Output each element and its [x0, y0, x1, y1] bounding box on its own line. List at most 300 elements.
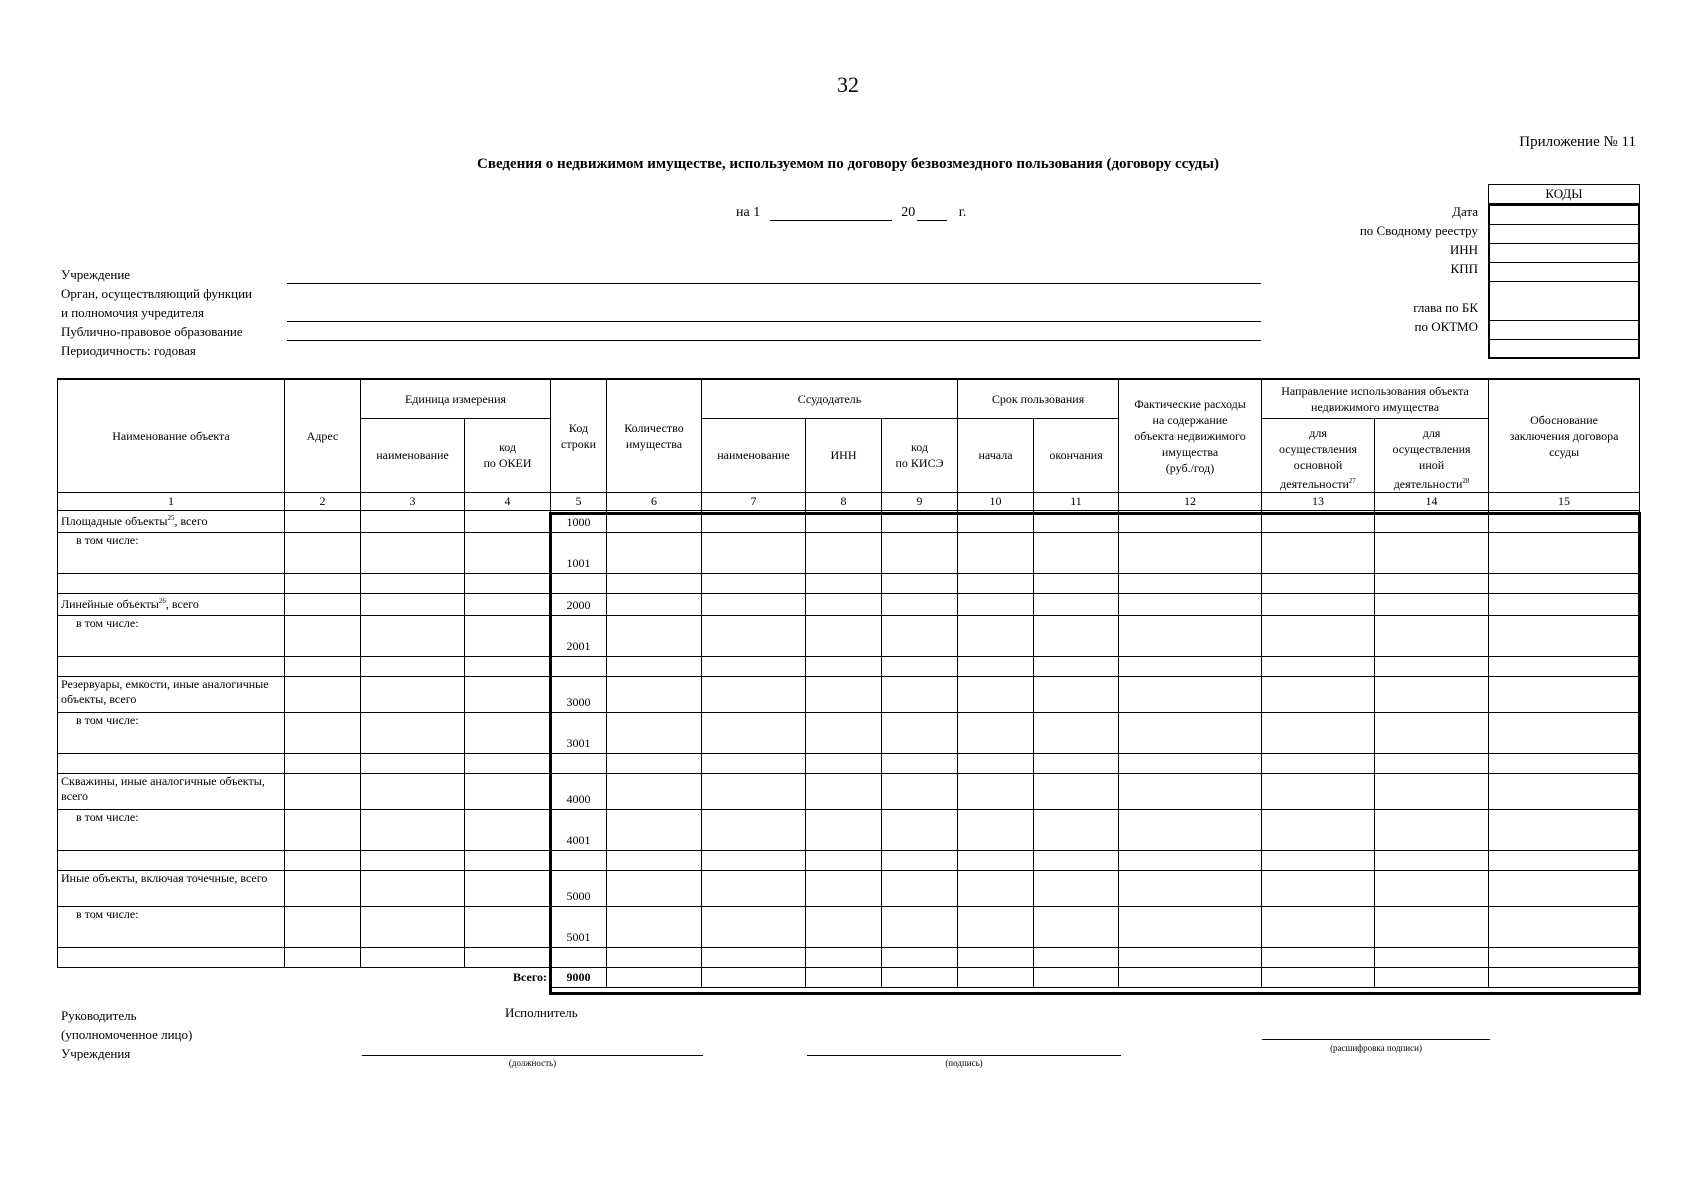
data-cell[interactable]: [958, 532, 1034, 573]
founder-field[interactable]: [287, 321, 1261, 322]
data-cell[interactable]: [1119, 753, 1262, 773]
row-label: [58, 593, 285, 615]
data-cell[interactable]: [882, 850, 958, 870]
data-cell[interactable]: [551, 753, 607, 773]
th-unit-code: код по ОКЕИ: [465, 418, 551, 492]
data-cell[interactable]: [702, 712, 806, 753]
data-cell[interactable]: [607, 753, 702, 773]
decoding-line[interactable]: [1262, 1039, 1490, 1040]
data-cell[interactable]: [465, 573, 551, 593]
data-cell[interactable]: [1262, 967, 1375, 987]
data-cell[interactable]: [958, 850, 1034, 870]
data-cell[interactable]: [806, 712, 882, 753]
data-cell[interactable]: [702, 753, 806, 773]
data-cell[interactable]: [702, 870, 806, 906]
data-cell[interactable]: [285, 593, 361, 615]
table-row: [58, 753, 1640, 773]
column-numbers-row: [58, 492, 1640, 510]
data-cell[interactable]: [285, 947, 361, 967]
position-line[interactable]: [362, 1055, 703, 1056]
data-cell[interactable]: [1262, 615, 1375, 656]
data-cell[interactable]: [465, 906, 551, 947]
table-row: [58, 510, 1640, 532]
data-cell[interactable]: [1375, 615, 1489, 656]
label-founder-2: и полномочия учредителя: [61, 305, 204, 320]
data-cell[interactable]: [1489, 712, 1640, 753]
data-cell[interactable]: [607, 593, 702, 615]
label-institution: Учреждение: [61, 267, 131, 282]
data-cell[interactable]: [806, 593, 882, 615]
data-cell[interactable]: [285, 753, 361, 773]
data-cell[interactable]: [285, 615, 361, 656]
code-label-bk: глава по БК: [1413, 300, 1478, 315]
data-cell[interactable]: [1262, 753, 1375, 773]
data-cell[interactable]: [1375, 573, 1489, 593]
data-cell[interactable]: [285, 676, 361, 712]
data-cell[interactable]: [465, 712, 551, 753]
data-cell[interactable]: [285, 712, 361, 753]
data-cell[interactable]: [958, 510, 1034, 532]
data-cell[interactable]: [58, 753, 285, 773]
data-cell[interactable]: [1262, 809, 1375, 850]
data-cell[interactable]: [1375, 593, 1489, 615]
col-num: 11: [1034, 492, 1119, 510]
col-num: 4: [465, 492, 551, 510]
data-cell[interactable]: [1262, 676, 1375, 712]
institution-field[interactable]: [287, 283, 1261, 284]
data-cell[interactable]: [1119, 906, 1262, 947]
data-cell[interactable]: [806, 809, 882, 850]
data-cell[interactable]: [1375, 656, 1489, 676]
date-suffix: г.: [958, 205, 967, 220]
table-row: [58, 573, 1640, 593]
data-cell[interactable]: [607, 656, 702, 676]
row-label-suffix: , всего: [165, 596, 199, 611]
data-cell[interactable]: [465, 753, 551, 773]
th-dir-other: [1375, 418, 1489, 492]
data-cell[interactable]: [882, 510, 958, 532]
data-cell[interactable]: [806, 947, 882, 967]
data-cell[interactable]: [1034, 809, 1119, 850]
data-cell[interactable]: [1489, 593, 1640, 615]
data-cell[interactable]: [607, 532, 702, 573]
th-row-code: Код строки: [551, 379, 607, 492]
data-cell[interactable]: [1034, 593, 1119, 615]
data-cell[interactable]: [1119, 712, 1262, 753]
data-cell[interactable]: [1119, 870, 1262, 906]
row-code-cell: 4001: [551, 809, 607, 850]
date-year-field[interactable]: [917, 206, 947, 221]
data-cell[interactable]: [465, 615, 551, 656]
data-cell[interactable]: [1375, 712, 1489, 753]
data-cell[interactable]: [465, 947, 551, 967]
property-table: [57, 378, 1640, 988]
data-cell[interactable]: [607, 947, 702, 967]
data-cell[interactable]: [1034, 906, 1119, 947]
data-cell[interactable]: [958, 773, 1034, 809]
data-cell[interactable]: [958, 967, 1034, 987]
data-cell[interactable]: [285, 906, 361, 947]
data-cell[interactable]: [1034, 676, 1119, 712]
data-cell[interactable]: [1489, 573, 1640, 593]
data-cell[interactable]: [958, 906, 1034, 947]
row-code-cell: 1000: [551, 510, 607, 532]
data-cell[interactable]: [1375, 773, 1489, 809]
data-cell[interactable]: [1375, 753, 1489, 773]
data-cell[interactable]: [1375, 947, 1489, 967]
row-code-cell: 4000: [551, 773, 607, 809]
col-num: 15: [1489, 492, 1640, 510]
th-quantity: Количество имущества: [607, 379, 702, 492]
th-lender-group: Ссудодатель: [702, 379, 958, 418]
data-cell[interactable]: [1262, 850, 1375, 870]
data-cell[interactable]: [1119, 967, 1262, 987]
data-cell[interactable]: [607, 967, 702, 987]
data-cell[interactable]: [607, 676, 702, 712]
data-cell[interactable]: [882, 773, 958, 809]
data-cell[interactable]: [958, 712, 1034, 753]
data-cell[interactable]: [806, 676, 882, 712]
data-cell[interactable]: [285, 870, 361, 906]
row-sub-label: в том числе:: [58, 615, 285, 656]
data-cell[interactable]: [882, 906, 958, 947]
public-entity-field[interactable]: [287, 340, 1261, 341]
data-cell[interactable]: [1375, 532, 1489, 573]
data-cell[interactable]: [882, 676, 958, 712]
data-cell[interactable]: [1119, 676, 1262, 712]
data-cell[interactable]: [702, 593, 806, 615]
data-cell[interactable]: [702, 850, 806, 870]
codes-block: [1488, 184, 1640, 359]
data-cell[interactable]: [806, 753, 882, 773]
data-cell[interactable]: [1262, 573, 1375, 593]
data-cell[interactable]: [285, 573, 361, 593]
row-sub-label: в том числе:: [58, 532, 285, 573]
code-label-inn: ИНН: [1449, 242, 1478, 257]
data-cell[interactable]: [1375, 850, 1489, 870]
col-num: 8: [806, 492, 882, 510]
th-address: Адрес: [285, 379, 361, 492]
data-cell[interactable]: [958, 676, 1034, 712]
date-day-month-field[interactable]: [770, 206, 892, 221]
data-cell[interactable]: [361, 656, 465, 676]
data-cell[interactable]: [465, 510, 551, 532]
data-cell[interactable]: [958, 809, 1034, 850]
data-cell[interactable]: [702, 615, 806, 656]
data-cell[interactable]: [607, 809, 702, 850]
th-direction-group: Направление использования объекта недвижимого имущества: [1262, 379, 1489, 418]
data-cell[interactable]: [958, 947, 1034, 967]
data-cell[interactable]: [1375, 870, 1489, 906]
data-cell[interactable]: [551, 573, 607, 593]
data-cell[interactable]: [465, 809, 551, 850]
th-unit-name: наименование: [361, 418, 465, 492]
data-cell[interactable]: [361, 676, 465, 712]
data-cell[interactable]: [1489, 656, 1640, 676]
data-cell[interactable]: [1034, 753, 1119, 773]
table-row: [58, 676, 1640, 712]
data-cell[interactable]: [361, 712, 465, 753]
data-cell[interactable]: [882, 532, 958, 573]
signature-line[interactable]: [807, 1055, 1121, 1056]
code-label-registry: по Сводному реестру: [1359, 223, 1478, 238]
data-cell[interactable]: [1375, 809, 1489, 850]
data-cell[interactable]: [702, 510, 806, 532]
data-cell[interactable]: [58, 573, 285, 593]
data-cell[interactable]: [361, 573, 465, 593]
data-cell[interactable]: [1489, 773, 1640, 809]
data-cell[interactable]: [361, 906, 465, 947]
data-cell[interactable]: [1375, 510, 1489, 532]
data-cell[interactable]: [806, 967, 882, 987]
row-label-text: Скважины, иные аналогичные объекты, всего: [61, 773, 265, 803]
col-num: 2: [285, 492, 361, 510]
col-num: 14: [1375, 492, 1489, 510]
data-cell[interactable]: [1262, 510, 1375, 532]
col-num: 13: [1262, 492, 1375, 510]
data-cell[interactable]: [1262, 656, 1375, 676]
data-cell[interactable]: [1262, 593, 1375, 615]
th-term-end: окончания: [1034, 418, 1119, 492]
data-cell[interactable]: [361, 850, 465, 870]
data-cell[interactable]: [361, 593, 465, 615]
data-cell[interactable]: [1489, 532, 1640, 573]
data-cell[interactable]: [607, 906, 702, 947]
data-cell[interactable]: [958, 656, 1034, 676]
data-cell[interactable]: [882, 593, 958, 615]
data-cell[interactable]: [1034, 510, 1119, 532]
table-row: [58, 593, 1640, 615]
data-cell[interactable]: [58, 656, 285, 676]
th-basis: Обоснование заключения договора ссуды: [1489, 379, 1640, 492]
data-cell[interactable]: [958, 573, 1034, 593]
col-num: 6: [607, 492, 702, 510]
data-cell[interactable]: [882, 809, 958, 850]
data-cell[interactable]: [1262, 712, 1375, 753]
data-cell[interactable]: [958, 870, 1034, 906]
data-cell[interactable]: [806, 850, 882, 870]
data-cell[interactable]: [806, 656, 882, 676]
data-cell[interactable]: [882, 947, 958, 967]
data-cell[interactable]: [285, 510, 361, 532]
data-cell[interactable]: [1375, 906, 1489, 947]
col-num: 12: [1119, 492, 1262, 510]
code-kpp-cell[interactable]: [1490, 263, 1638, 282]
data-cell[interactable]: [882, 712, 958, 753]
data-cell[interactable]: [58, 947, 285, 967]
label-founder-1: Орган, осуществляющий функции: [61, 286, 252, 301]
data-cell[interactable]: [1375, 676, 1489, 712]
data-cell[interactable]: [1489, 967, 1640, 987]
data-cell[interactable]: [1119, 773, 1262, 809]
data-cell[interactable]: [1034, 656, 1119, 676]
data-cell[interactable]: [1489, 870, 1640, 906]
row-sub-label: в том числе:: [58, 712, 285, 753]
data-cell[interactable]: [1034, 870, 1119, 906]
data-cell[interactable]: [1375, 967, 1489, 987]
data-cell[interactable]: [1119, 593, 1262, 615]
row-label-suffix: , всего: [174, 513, 208, 528]
row-label-text: Иные объекты, включая точечные, всего: [61, 870, 268, 885]
data-cell[interactable]: [361, 947, 465, 967]
data-cell[interactable]: [1034, 532, 1119, 573]
code-inn-cell[interactable]: [1490, 244, 1638, 263]
label-periodicity: Периодичность: годовая: [61, 343, 196, 358]
data-cell[interactable]: [882, 656, 958, 676]
total-row: [58, 967, 1640, 987]
data-cell[interactable]: [607, 870, 702, 906]
row-code-cell: 3001: [551, 712, 607, 753]
data-cell[interactable]: [607, 850, 702, 870]
data-cell[interactable]: [958, 753, 1034, 773]
data-cell[interactable]: [1262, 532, 1375, 573]
data-cell[interactable]: [1034, 615, 1119, 656]
data-cell[interactable]: [465, 870, 551, 906]
row-label-note: 25: [167, 513, 175, 522]
data-cell[interactable]: [1489, 906, 1640, 947]
data-cell[interactable]: [1489, 676, 1640, 712]
data-cell[interactable]: [607, 712, 702, 753]
th-dir-main: [1262, 418, 1375, 492]
data-cell[interactable]: [607, 573, 702, 593]
table-row: [58, 947, 1640, 967]
data-cell[interactable]: [1034, 573, 1119, 593]
row-sub-label: в том числе:: [58, 809, 285, 850]
code-bk-cell[interactable]: [1490, 282, 1638, 321]
code-label-date: Дата: [1452, 204, 1478, 219]
data-cell[interactable]: [551, 850, 607, 870]
data-cell[interactable]: [1262, 773, 1375, 809]
data-cell[interactable]: [285, 532, 361, 573]
data-cell[interactable]: [1034, 773, 1119, 809]
data-cell[interactable]: [361, 773, 465, 809]
data-cell[interactable]: [1119, 809, 1262, 850]
data-cell[interactable]: [702, 906, 806, 947]
data-cell[interactable]: [806, 532, 882, 573]
data-cell[interactable]: [1119, 947, 1262, 967]
data-cell[interactable]: [465, 773, 551, 809]
appendix-label: Приложение № 11: [1519, 134, 1636, 150]
table-row: [58, 850, 1640, 870]
data-cell[interactable]: [607, 510, 702, 532]
data-cell[interactable]: [1489, 753, 1640, 773]
table-row: [58, 615, 1640, 656]
data-cell[interactable]: [465, 532, 551, 573]
total-code: 9000: [551, 967, 607, 987]
data-cell[interactable]: [806, 615, 882, 656]
row-code-cell: 2001: [551, 615, 607, 656]
th-lender-name: наименование: [702, 418, 806, 492]
data-cell[interactable]: [361, 510, 465, 532]
data-cell[interactable]: [285, 773, 361, 809]
data-cell[interactable]: [806, 510, 882, 532]
data-cell[interactable]: [1262, 906, 1375, 947]
data-cell[interactable]: [465, 850, 551, 870]
col-num: 3: [361, 492, 465, 510]
data-cell[interactable]: [702, 809, 806, 850]
data-cell[interactable]: [882, 753, 958, 773]
data-cell[interactable]: [465, 593, 551, 615]
data-cell[interactable]: [1119, 573, 1262, 593]
total-label: Всего:: [58, 967, 551, 987]
data-cell[interactable]: [361, 809, 465, 850]
data-cell[interactable]: [702, 773, 806, 809]
data-cell[interactable]: [1119, 532, 1262, 573]
data-cell[interactable]: [361, 615, 465, 656]
data-cell[interactable]: [285, 809, 361, 850]
data-cell[interactable]: [361, 753, 465, 773]
data-cell[interactable]: [882, 870, 958, 906]
table-row: [58, 870, 1640, 906]
data-cell[interactable]: [958, 593, 1034, 615]
data-cell[interactable]: [1119, 656, 1262, 676]
data-cell[interactable]: [1034, 947, 1119, 967]
data-cell[interactable]: [702, 947, 806, 967]
code-oktmo-cell[interactable]: [1490, 321, 1638, 340]
head-label-3: Учреждения: [61, 1046, 131, 1061]
data-cell[interactable]: [806, 573, 882, 593]
code-registry-cell[interactable]: [1490, 225, 1638, 244]
data-cell[interactable]: [702, 676, 806, 712]
row-label-text: Резервуары, емкости, иные аналогичные объекты, всего: [61, 676, 269, 706]
data-cell[interactable]: [1119, 510, 1262, 532]
data-cell[interactable]: [806, 773, 882, 809]
data-cell[interactable]: [702, 656, 806, 676]
th-lender-kise: код по КИСЭ: [882, 418, 958, 492]
data-cell[interactable]: [1489, 809, 1640, 850]
data-cell[interactable]: [58, 850, 285, 870]
data-cell[interactable]: [607, 773, 702, 809]
data-cell[interactable]: [806, 870, 882, 906]
data-cell[interactable]: [1119, 850, 1262, 870]
data-cell[interactable]: [1262, 947, 1375, 967]
data-cell[interactable]: [882, 615, 958, 656]
data-cell[interactable]: [1034, 850, 1119, 870]
data-cell[interactable]: [702, 967, 806, 987]
data-cell[interactable]: [1489, 510, 1640, 532]
data-cell[interactable]: [882, 573, 958, 593]
data-cell[interactable]: [607, 615, 702, 656]
data-cell[interactable]: [465, 676, 551, 712]
data-cell[interactable]: [882, 967, 958, 987]
code-empty-cell[interactable]: [1490, 340, 1638, 357]
data-cell[interactable]: [361, 532, 465, 573]
data-cell[interactable]: [1489, 850, 1640, 870]
code-date-cell[interactable]: [1490, 206, 1638, 225]
data-cell[interactable]: [1489, 947, 1640, 967]
row-code-cell: 5000: [551, 870, 607, 906]
data-cell[interactable]: [1034, 712, 1119, 753]
data-cell[interactable]: [551, 656, 607, 676]
th-expenses: Фактические расходы на содержание объекта недвижимого имущества (руб./год): [1119, 379, 1262, 492]
data-cell[interactable]: [465, 656, 551, 676]
data-cell[interactable]: [285, 656, 361, 676]
data-cell[interactable]: [702, 532, 806, 573]
data-cell[interactable]: [1489, 615, 1640, 656]
data-cell[interactable]: [702, 573, 806, 593]
data-cell[interactable]: [806, 906, 882, 947]
data-cell[interactable]: [958, 615, 1034, 656]
th-dir-main-text: для осуществления основной деятельности: [1278, 425, 1358, 491]
data-cell[interactable]: [1262, 870, 1375, 906]
th-unit-group: Единица измерения: [361, 379, 551, 418]
data-cell[interactable]: [1034, 967, 1119, 987]
table-body: [58, 510, 1640, 987]
data-cell[interactable]: [361, 870, 465, 906]
data-cell[interactable]: [285, 850, 361, 870]
data-cell[interactable]: [1119, 615, 1262, 656]
data-cell[interactable]: [551, 947, 607, 967]
